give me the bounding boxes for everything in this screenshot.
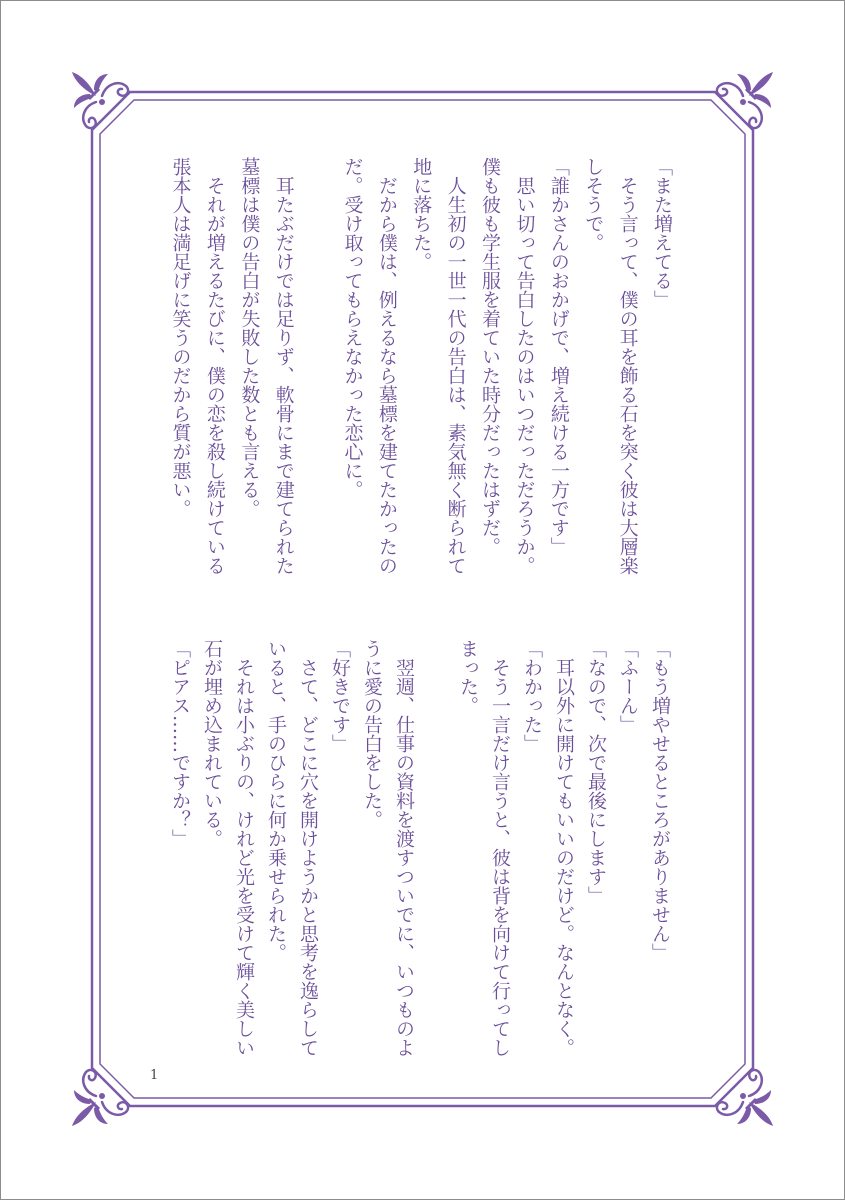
text-column: そう言って、僕の耳を飾る石を突く彼は大層楽 <box>616 176 639 575</box>
text-column: しそうで。 <box>582 157 605 252</box>
top-right-corner-ornament-icon <box>717 72 773 128</box>
text-column: 翌週、仕事の資料を渡すついでに、いつものよ <box>393 658 415 1057</box>
text-column: 「誰かさんのおかげで、増え続ける一方です」 <box>547 157 570 556</box>
text-column: 墓標は僕の告白が失敗した数とも言える。 <box>238 157 261 518</box>
text-column: 「わかった」 <box>521 639 543 753</box>
lower-text-tier <box>164 639 676 1069</box>
bottom-right-corner-ornament-icon <box>717 1070 773 1126</box>
text-column: 張本人は満足げに笑うのだから質が悪い。 <box>169 157 192 518</box>
text-column: 「もう増やせるところがありません」 <box>649 639 671 962</box>
page-number: 1 <box>150 1068 159 1083</box>
text-column: うに愛の告白をした。 <box>361 639 383 829</box>
text-column: さて、どこに穴を開けようかと思考を逸らして <box>297 658 319 1057</box>
text-column: 「なので、次で最後にします」 <box>585 639 607 905</box>
text-column: 「また増えてる」 <box>651 157 673 309</box>
text-column: 耳以外に開けてもいいのだけど。なんとなく。 <box>553 658 575 1057</box>
text-column: そう一言だけ言うと、彼は背を向けて行ってし <box>489 658 511 1057</box>
text-column: 人生初の一世一代の告白は、素気無く断られて <box>444 176 467 575</box>
text-column: だ。受け取ってもらえなかった恋心に。 <box>341 157 364 499</box>
text-column: それは小ぶりの、けれど光を受けて輝く美しい <box>233 658 255 1057</box>
blank-column <box>301 157 335 587</box>
text-column: 石が埋め込まれている。 <box>201 639 223 848</box>
text-column: 地に落ちた。 <box>410 157 433 271</box>
text-column: 「ふーん」 <box>617 639 639 734</box>
upper-text-tier <box>163 157 679 587</box>
text-column: だから僕は、例えるなら墓標を建てたかったの <box>375 176 398 575</box>
text-column: まった。 <box>457 639 479 715</box>
bottom-left-corner-ornament-icon <box>72 1070 128 1126</box>
blank-column <box>420 639 452 1069</box>
text-column: それが増えるたびに、僕の恋を殺し続けている <box>203 176 226 575</box>
text-column: 僕も彼も学生服を着ていた時分だったはずだ。 <box>479 157 502 556</box>
text-column: いると、手のひらに何か乗せられた。 <box>265 639 287 962</box>
text-column: 「ピアス……ですか？」 <box>169 639 191 848</box>
text-column: 耳たぶだけでは足りず、軟骨にまで建てられた <box>272 176 295 575</box>
top-left-corner-ornament-icon <box>72 72 128 128</box>
text-column: 思い切って告白したのはいつだっただろうか。 <box>513 176 536 575</box>
text-column: 「好きです」 <box>329 639 351 753</box>
